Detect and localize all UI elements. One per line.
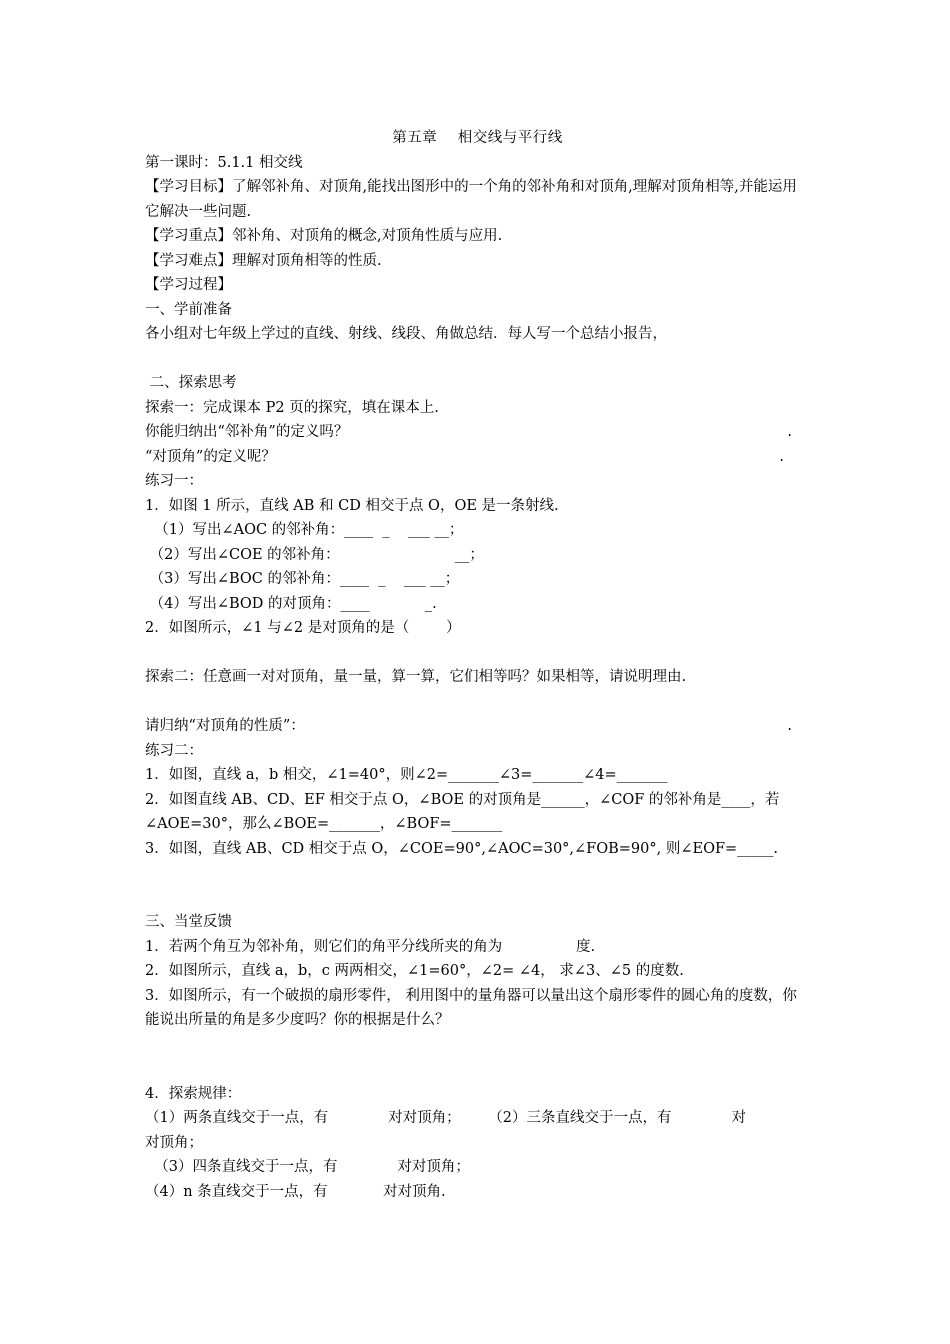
practice1-heading: 练习一：: [145, 473, 203, 489]
practice1-q1a: （1）写出∠AOC 的邻补角：____ _ ___ __；: [145, 522, 464, 538]
feedback-q3: 3．如图所示，有一个破损的扇形零件， 利用图中的量角器可以量出这个扇形零件的圆心角的度数，你能说出所量的角是多少度吗？你的根据是什么？: [145, 987, 797, 1028]
learning-difficulty: 【学习难点】理解对顶角相等的性质.: [145, 252, 382, 269]
feedback-q1: 1．若两个角互为邻补角，则它们的角平分线所夹的角为 度.: [145, 938, 596, 955]
spacer: [145, 1057, 810, 1082]
spacer: [145, 1033, 810, 1058]
learning-focus: 【学习重点】邻补角、对顶角的概念,对顶角性质与应用.: [145, 228, 503, 244]
worksheet-page: [145, 126, 810, 1204]
spacer: [145, 347, 810, 372]
property-question: [145, 714, 810, 739]
page-title: 第五章 相交线与平行线: [392, 130, 563, 146]
feedback-q2: 2．如图所示，直线 a，b，c 两两相交，∠1=60°，∠2= ∠4， 求∠3、∠5 的度数.: [145, 963, 684, 979]
spacer: [145, 690, 810, 715]
practice2-q2: 2．如图直线 AB、CD、EF 相交于点 O，∠BOE 的对顶角是______，∠COF 的邻补角是____，若∠AOE=30°，那么∠BOE=_______，∠BOF=_______: [145, 791, 780, 832]
feedback-q4-1: （1）两条直线交于一点，有 对对顶角； （2）三条直线交于一点，有 对: [145, 1110, 746, 1126]
practice1-q1d: （4）写出∠BOD 的对顶角：____ _.: [145, 595, 437, 612]
practice1-q1b: （2）写出∠COE 的邻补角： __；: [145, 546, 484, 563]
feedback-q4-1b: 对顶角；: [145, 1134, 203, 1151]
practice2-heading: 练习二：: [145, 742, 203, 759]
section1-heading: 一、学前准备: [145, 301, 232, 318]
practice2-q3: 3．如图，直线 AB、CD 相交于点 O，∠COE=90°,∠AOC=30°,∠FOB=90°, 则∠EOF=_____.: [145, 840, 779, 857]
section2-heading: 二、探索思考: [145, 375, 237, 391]
vertical-angle-question-text: “对顶角”的定义呢？: [145, 448, 276, 465]
feedback-q4-4: （4）n 条直线交于一点，有 对对顶角.: [145, 1183, 446, 1200]
section3-heading: 三、当堂反馈: [145, 914, 232, 930]
spacer: [145, 886, 810, 911]
answer-end-dot: .: [779, 448, 784, 465]
answer-end-dot: .: [787, 424, 792, 440]
section1-text: 各小组对七年级上学过的直线、射线、线段、角做总结．每人写一个总结小报告，: [145, 326, 667, 342]
practice1-q2: 2．如图所示，∠1 与∠2 是对顶角的是（ ）: [145, 620, 461, 636]
answer-end-dot: .: [787, 718, 792, 734]
adjacent-angle-question: [145, 420, 810, 445]
spacer: [145, 861, 810, 886]
learning-objective: 【学习目标】了解邻补角、对顶角,能找出图形中的一个角的邻补角和对顶角,理解对顶角相等,并能运用它解决一些问题.: [145, 179, 797, 220]
adjacent-angle-question-text: 你能归纳出“邻补角”的定义吗？: [145, 424, 349, 440]
property-question-text: 请归纳“对顶角的性质”：: [145, 718, 305, 734]
vertical-angle-question: [145, 445, 810, 470]
explore2-text: 探索二：任意画一对对顶角，量一量，算一算，它们相等吗？如果相等，请说明理由.: [145, 669, 687, 685]
practice2-q1: 1．如图，直线 a，b 相交，∠1=40°，则∠2=_______∠3=_______∠4=_______: [145, 767, 668, 783]
learning-process: 【学习过程】: [145, 277, 232, 293]
feedback-q4-3: （3）四条直线交于一点，有 对对顶角；: [145, 1159, 470, 1175]
practice1-q1: 1．如图 1 所示，直线 AB 和 CD 相交于点 O，OE 是一条射线.: [145, 497, 559, 514]
explore1-text: 探索一：完成课本 P2 页的探究，填在课本上.: [145, 399, 439, 416]
lesson-label: 第一课时：5.1.1 相交线: [145, 154, 303, 171]
spacer: [145, 641, 810, 666]
practice1-q1c: （3）写出∠BOC 的邻补角：____ _ ___ __；: [145, 571, 460, 587]
feedback-q4: 4．探索规律：: [145, 1085, 242, 1102]
